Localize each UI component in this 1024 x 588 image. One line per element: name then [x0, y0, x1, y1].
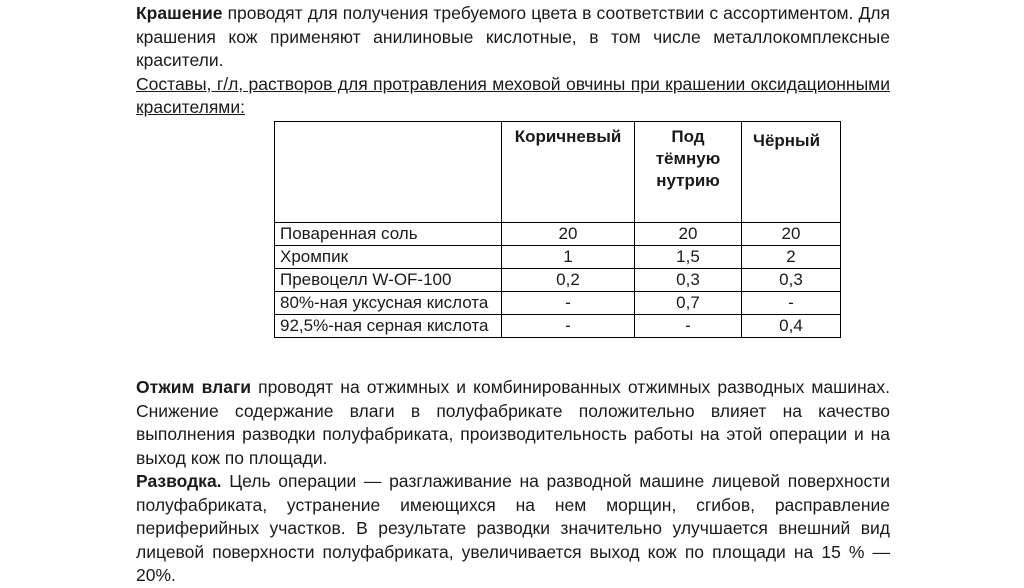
dyeing-text: проводят для получения требуемого цвета в соответствии с ассортиментом. Для крашения кож применяют анилиновые кислотные, в том числе металлокомплексные красители.: [136, 3, 890, 70]
header-black: Чёрный: [742, 122, 841, 223]
table-row: [275, 292, 841, 315]
header-brown: Коричневый: [502, 122, 635, 223]
cell-value: 2: [742, 246, 841, 269]
header-dark-nutria: Под тёмную нутрию: [635, 122, 742, 223]
cell-value: -: [742, 292, 841, 315]
row-name: Поваренная соль: [275, 223, 502, 246]
row-name: 92,5%-ная серная кислота: [275, 315, 502, 338]
cell-value: 1: [502, 246, 635, 269]
cell-value: 0,3: [742, 269, 841, 292]
wringing-term: Отжим влаги: [136, 377, 252, 397]
table-row: [275, 315, 841, 338]
setting-out-paragraph: [136, 470, 890, 588]
cell-value: 0,3: [635, 269, 742, 292]
cell-value: 0,7: [635, 292, 742, 315]
table-caption: Составы, г/л, растворов для протравления меховой овчины при крашении оксидационными красителями:: [136, 73, 890, 117]
header-cell-empty: [275, 122, 502, 223]
wringing-text: проводят на отжимных и комбинированных отжимных разводных машинах. Снижение содержание влаги в полуфабрикате положительно влияет на качество выполнения разводки полуфабриката, производительность работы на этой операции и на выход кож по площади.: [136, 377, 890, 468]
setting-out-term: Разводка.: [136, 471, 222, 491]
lower-text: [136, 376, 890, 588]
table-row: [275, 223, 841, 246]
dyeing-paragraph: [136, 2, 890, 73]
row-name: 80%-ная уксусная кислота: [275, 292, 502, 315]
wringing-paragraph: [136, 376, 890, 470]
table-row: [275, 269, 841, 292]
upper-text: [136, 0, 890, 120]
cell-value: -: [502, 292, 635, 315]
row-name: Хромпик: [275, 246, 502, 269]
cell-value: -: [502, 315, 635, 338]
row-name: Превоцелл W-OF-100: [275, 269, 502, 292]
mordant-composition-table: [274, 121, 841, 338]
cell-value: 20: [742, 223, 841, 246]
cell-value: 0,2: [502, 269, 635, 292]
table-header-row: [275, 122, 841, 223]
dyeing-term: Крашение: [136, 3, 223, 23]
cell-value: -: [635, 315, 742, 338]
cell-value: 1,5: [635, 246, 742, 269]
table-row: [275, 246, 841, 269]
cell-value: 20: [635, 223, 742, 246]
cell-value: 0,4: [742, 315, 841, 338]
cell-value: 20: [502, 223, 635, 246]
setting-out-text: Цель операции — разглаживание на разводной машине лицевой поверхности полуфабриката, устранение имеющихся на нем морщин, сгибов, расправление периферийных участков. В результате разводки значительно улучшается внешний вид лицевой поверхности полуфабриката, увеличивается выход кож по площади на 15 % — 20%.: [136, 471, 890, 585]
